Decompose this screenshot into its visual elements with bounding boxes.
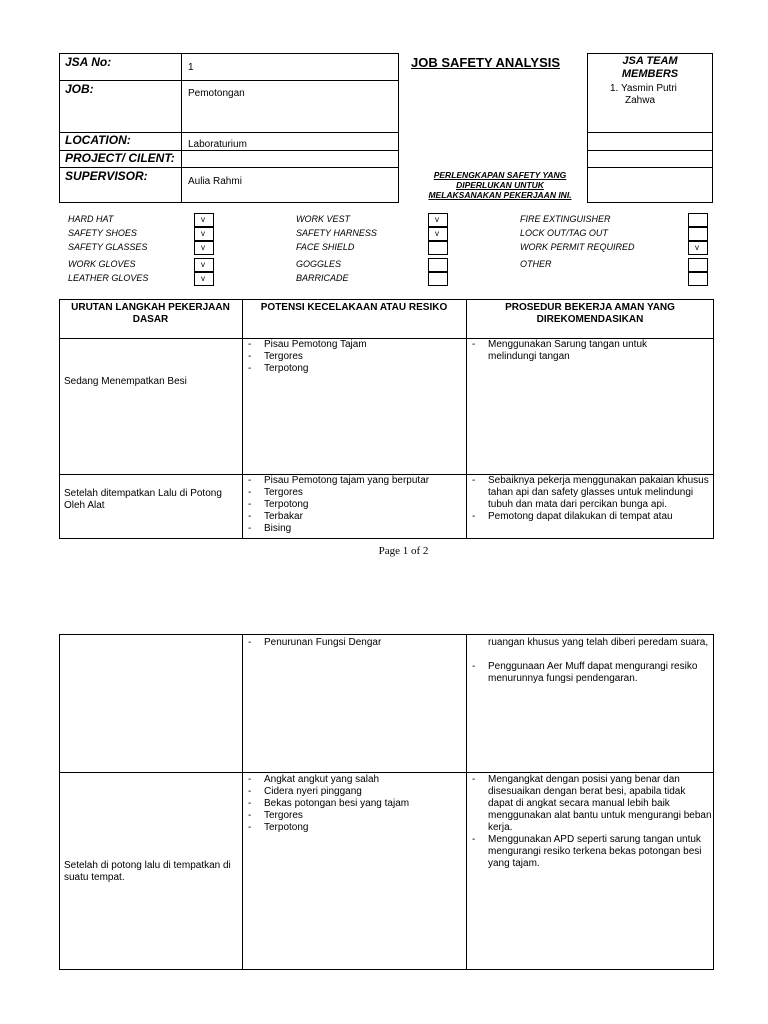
ppe-note-line: PERLENGKAPAN SAFETY YANG [433, 170, 567, 180]
page-number: Page 1 of 2 [378, 545, 429, 557]
risk-list [244, 637, 464, 649]
jsa-no-value: 1 [188, 62, 194, 73]
list-item: - Pemotong dapat dilakukan di tempat atau [468, 511, 712, 523]
supervisor-label: SUPERVISOR: [65, 169, 148, 183]
ppe-label: SAFETY GLASSES [68, 242, 148, 252]
step-cell: Setelah ditempatkan Lalu di Potong Oleh Alat [64, 488, 222, 511]
ppe-checkbox[interactable] [688, 272, 708, 286]
list-item: - Terpotong [244, 499, 464, 511]
list-item: - Angkat angkut yang salah [244, 774, 464, 786]
team-member-line: Zahwa [625, 95, 656, 106]
ppe-checkbox[interactable]: v [194, 258, 214, 272]
ppe-checkbox[interactable]: v [688, 241, 708, 255]
ppe-label: WORK GLOVES [68, 259, 136, 269]
ppe-checkbox[interactable] [688, 258, 708, 272]
ppe-label: FIRE EXTINGUISHER [520, 214, 611, 224]
list-item: - Penggunaan Aer Muff dapat mengurangi resiko menurunnya fungsi pendengaran. [468, 661, 712, 685]
team-member-line: 1. Yasmin Putri [610, 83, 677, 94]
risk-list [244, 774, 464, 834]
row-line [587, 167, 713, 168]
ppe-checkbox[interactable] [428, 241, 448, 255]
ppe-checkbox[interactable]: v [194, 227, 214, 241]
col-header-steps [59, 302, 242, 326]
list-item: - Menggunakan Sarung tangan untuk melindungi tangan [468, 339, 698, 363]
ppe-checkbox[interactable]: v [428, 227, 448, 241]
step-cell: Sedang Menempatkan Besi [64, 376, 187, 387]
procedure-list [468, 339, 698, 363]
column-line [466, 299, 467, 539]
ppe-checkbox[interactable]: v [194, 213, 214, 227]
list-item: - Tergores [244, 487, 464, 499]
list-item: - Tergores [244, 810, 464, 822]
header-line: URUTAN LANGKAH PEKERJAAN [71, 302, 230, 313]
ppe-checkbox[interactable] [428, 272, 448, 286]
ppe-checkbox[interactable]: v [194, 241, 214, 255]
ppe-label: SAFETY SHOES [68, 228, 137, 238]
list-item: - Sebaiknya pekerja menggunakan pakaian khusus tahan api dan safety glasses untuk melindungi tubuh dan mata dari percikan bunga api. [468, 475, 712, 511]
ppe-label: LOCK OUT/TAG OUT [520, 228, 608, 238]
ppe-label: LEATHER GLOVES [68, 273, 149, 283]
ppe-note-line: MELAKSANAKAN PEKERJAAN INI. [428, 190, 572, 200]
job-label: JOB: [65, 82, 94, 96]
list-item: - Tergores [244, 351, 464, 363]
ppe-checkbox[interactable]: v [194, 272, 214, 286]
ppe-checkbox[interactable] [428, 258, 448, 272]
header-divider [181, 53, 182, 203]
ppe-note-line: DIPERLUKAN UNTUK [456, 180, 544, 190]
ppe-checkbox[interactable]: v [428, 213, 448, 227]
step-cell: Setelah di potong lalu di tempatkan di suatu tempat. [64, 860, 231, 883]
procedure-continuation: ruangan khusus yang telah diberi peredam suara, [488, 637, 709, 648]
col-header-procedures [466, 302, 714, 326]
ppe-label: WORK VEST [296, 214, 351, 224]
list-item: - Pisau Pemotong tajam yang berputar [244, 475, 464, 487]
header-line: PROSEDUR BEKERJA AMAN YANG [505, 302, 675, 313]
list-item: - Cidera nyeri pinggang [244, 786, 464, 798]
list-item: - Terpotong [244, 822, 464, 834]
jsa-no-label: JSA No: [65, 55, 112, 69]
ppe-label: OTHER [520, 259, 552, 269]
ppe-checkbox[interactable] [688, 213, 708, 227]
list-item: - Terbakar [244, 511, 464, 523]
column-line [242, 299, 243, 539]
list-item: - Bekas potongan besi yang tajam [244, 798, 464, 810]
ppe-label: SAFETY HARNESS [296, 228, 377, 238]
document-title: JOB SAFETY ANALYSIS [411, 55, 561, 70]
risk-list [244, 475, 464, 535]
col-header-risks: POTENSI KECELAKAAN ATAU RESIKO [260, 302, 448, 313]
list-item: - Terpotong [244, 363, 464, 375]
ppe-label: FACE SHIELD [296, 242, 355, 252]
risk-list [244, 339, 464, 375]
list-item: - Pisau Pemotong Tajam [244, 339, 464, 351]
row-line [587, 150, 713, 151]
team-heading-line: MEMBERS [621, 68, 679, 80]
procedure-list [468, 475, 712, 538]
location-label: LOCATION: [65, 133, 131, 147]
supervisor-value: Aulia Rahmi [188, 176, 242, 187]
list-item: - Bising [244, 523, 464, 535]
project-label: PROJECT/ CILENT: [65, 151, 175, 165]
row-line [587, 132, 713, 133]
list-item: - Penurunan Fungsi Dengar [244, 637, 464, 649]
procedure-list [468, 661, 712, 685]
job-value: Pemotongan [188, 88, 245, 99]
team-members-heading [587, 55, 713, 81]
row-line [59, 80, 399, 81]
header-line: DIREKOMENDASIKAN [536, 314, 644, 325]
ppe-label: WORK PERMIT REQUIRED [520, 242, 635, 252]
ppe-checkbox[interactable] [688, 227, 708, 241]
ppe-label: GOGGLES [296, 259, 342, 269]
column-line [242, 634, 243, 970]
row-line [59, 772, 714, 773]
team-heading-line: JSA TEAM [622, 55, 678, 67]
list-item: - Menggunakan APD seperti sarung tangan untuk mengurangi resiko terkena bekas potongan besi yang tajam. [468, 834, 712, 870]
column-line [466, 634, 467, 970]
team-member-1 [610, 83, 677, 107]
list-item: - Mengangkat dengan posisi yang benar dan disesuaikan dengan berat besi, apabila tidak dapat di angkat secara manual lebih baik menggunakan alat bantu untuk mengurangi beban kerja. [468, 774, 712, 834]
row-line [59, 167, 399, 168]
ppe-label: BARRICADE [296, 273, 349, 283]
procedure-list [468, 774, 712, 870]
location-value: Laboraturium [188, 139, 247, 150]
header-line: DASAR [132, 314, 169, 325]
ppe-label: HARD HAT [68, 214, 114, 224]
ppe-note [410, 170, 590, 200]
